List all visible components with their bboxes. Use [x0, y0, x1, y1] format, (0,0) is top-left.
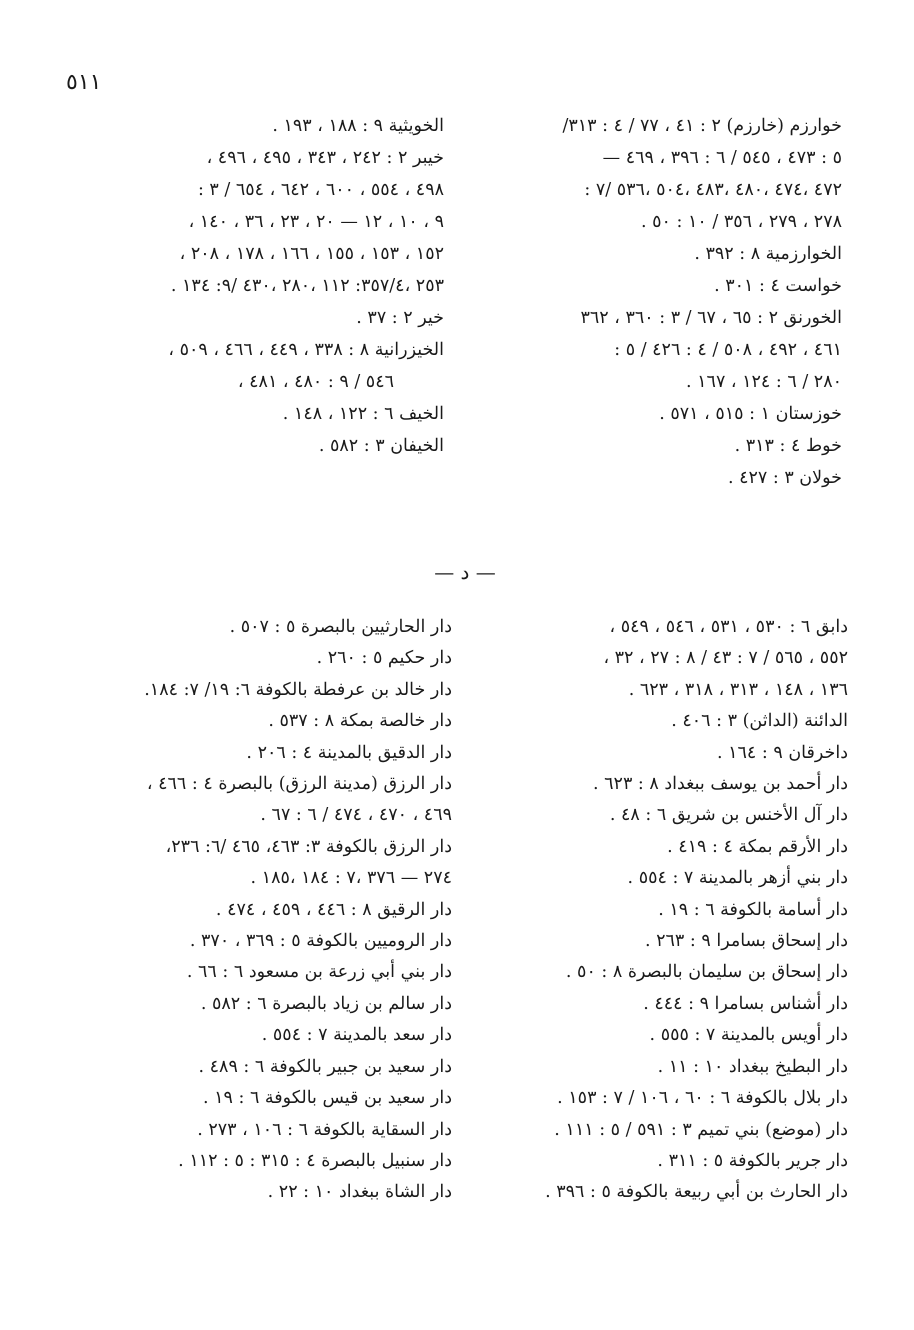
index-entry — [478, 398, 842, 430]
index-entry — [78, 430, 444, 462]
index-entry — [84, 832, 452, 895]
index-entry-line: دار الأرقم بمكة ٤ : ٤١٩ . — [667, 836, 848, 857]
index-entry-line: داخرقان ٩ : ١٦٤ . — [716, 742, 848, 763]
index-entry-line: دار سعيد بن قيس بالكوفة ٦ : ١٩ . — [202, 1088, 452, 1109]
index-column-top-right — [478, 110, 842, 494]
index-entry — [488, 926, 848, 957]
index-entry — [488, 832, 848, 863]
index-entry-line: دار الدقيق بالمدينة ٤ : ٢٠٦ . — [246, 742, 452, 763]
index-entry — [84, 895, 452, 926]
index-entry — [84, 1020, 452, 1051]
index-entry-line: الخيف ٦ : ١٢٢ ، ١٤٨ . — [282, 404, 444, 424]
index-entry — [84, 612, 452, 643]
index-entry-continuation: ٢٥٣ ،٣٥٧/٤: ١١٢ ،٢٨٠ ،٤٣٠ /٩: ١٣٤ . — [170, 276, 444, 296]
index-entry-line: دار خالصة بمكة ٨ : ٥٣٧ . — [268, 711, 452, 732]
index-entry — [478, 238, 842, 270]
index-entry — [84, 926, 452, 957]
index-entry — [84, 738, 452, 769]
index-entry — [488, 738, 848, 769]
index-entry-line: دار إسحاق بسامرا ٩ : ٢٦٣ . — [644, 931, 848, 952]
index-entry-line: دار جرير بالكوفة ٥ : ٣١١ . — [657, 1150, 848, 1171]
index-entry-line: الخوارزمية ٨ : ٣٩٢ . — [694, 244, 842, 264]
index-entry-line: خولان ٣ : ٤٢٧ . — [727, 468, 842, 488]
index-entry-line: دار بلال بالكوفة ٦ : ٦٠ ، ١٠٦ / ٧ : ١٥٣ . — [557, 1088, 848, 1109]
index-entry — [478, 110, 842, 238]
index-entry — [78, 110, 444, 142]
index-entry-line: دار سنبيل بالبصرة ٤ : ٣١٥ : ٥ : ١١٢ . — [178, 1150, 452, 1171]
index-entry-line: دار الشاة ببغداد ١٠ : ٢٢ . — [267, 1182, 452, 1203]
index-entry — [84, 1177, 452, 1208]
index-entry-line: دار الحارثيين بالبصرة ٥ : ٥٠٧ . — [229, 617, 452, 637]
index-entry-line: دار سالم بن زياد بالبصرة ٦ : ٥٨٢ . — [200, 993, 452, 1014]
index-entry-line: دار البطيخ ببغداد ١٠ : ١١ . — [657, 1056, 848, 1077]
section-heading-dal: — د — — [434, 560, 496, 584]
index-entry-line: خوزستان ١ : ٥١٥ ، ٥٧١ . — [659, 404, 842, 424]
index-entry-line: دار أحمد بن يوسف ببغداد ٨ : ٦٢٣ . — [593, 774, 848, 795]
index-entry-line: خواست ٤ : ٣٠١ . — [714, 276, 842, 296]
index-entry-line: دار (موضع) بني تميم ٣ : ٥٩١ / ٥ : ١١١ . — [554, 1119, 848, 1140]
index-entry-line: الخيزرانية ٨ : ٣٣٨ ، ٤٤٩ ، ٤٦٦ ، ٥٠٩ ، — [168, 340, 444, 360]
index-entry — [488, 706, 848, 737]
index-entry-line: دار الرزق بالكوفة ٣: ٤٦٣، ٤٦٥ /٦: ٢٣٦، — [165, 836, 452, 857]
index-entry-continuation: ٢٨٠ / ٦ : ١٢٤ ، ١٦٧ . — [686, 372, 842, 392]
index-entry-line: دابق ٦ : ٥٣٠ ، ٥٣١ ، ٥٤٦ ، ٥٤٩ ، — [609, 617, 848, 637]
index-entry-continuation: ٤٩٨ ، ٥٥٤ ، ٦٠٠ ، ٦٤٢ ، ٦٥٤ / ٣ : — [197, 180, 444, 200]
index-entry — [488, 800, 848, 831]
index-entry — [488, 1115, 848, 1146]
index-entry — [488, 863, 848, 894]
index-entry — [78, 302, 444, 334]
index-entry — [78, 334, 444, 398]
index-entry — [84, 957, 452, 988]
index-entry-continuation: ٥٥٢ ، ٥٦٥ / ٧ : ٤٣ / ٨ : ٢٧ ، ٣٢ ، — [603, 648, 848, 669]
index-entry — [478, 462, 842, 494]
index-entry-continuation: ٥ : ٤٧٣ ، ٥٤٥ / ٦ : ٣٩٦ ، ٤٦٩ — — [602, 148, 842, 168]
index-entry — [488, 612, 848, 706]
index-entry — [84, 675, 452, 706]
index-entry-continuation: ٤٦١ ، ٤٩٢ ، ٥٠٨ / ٤ : ٤٢٦ / ٥ : — [614, 340, 842, 360]
index-entry — [78, 398, 444, 430]
index-column-bottom-right — [488, 612, 848, 1209]
index-entry — [478, 302, 842, 398]
index-entry-continuation: ٤٧٢ ،٤٧٤ ،٤٨٠ ،٤٨٣ ،٥٠٤ ،٥٣٦ /٧ : — [584, 180, 842, 200]
index-entry-line: دار الرقيق ٨ : ٤٤٦ ، ٤٥٩ ، ٤٧٤ . — [215, 899, 452, 920]
index-entry-line: دار بني أبي زرعة بن مسعود ٦ : ٦٦ . — [186, 962, 452, 983]
index-entry-continuation: ٢٧٨ ، ٢٧٩ ، ٣٥٦ / ١٠ : ٥٠ . — [641, 212, 842, 232]
index-entry-continuation: ٤٦٩ ، ٤٧٠ ، ٤٧٤ / ٦ : ٦٧ . — [260, 805, 452, 826]
index-entry-line: دار الرزق (مدينة الرزق) بالبصرة ٤ : ٤٦٦ ، — [146, 774, 452, 795]
index-entry — [84, 769, 452, 832]
index-entry — [478, 430, 842, 462]
index-entry — [478, 270, 842, 302]
index-entry-line: الخويثية ٩ : ١٨٨ ، ١٩٣ . — [272, 116, 444, 136]
index-entry — [488, 1020, 848, 1051]
index-entry — [488, 1177, 848, 1208]
index-entry-line: دار السقاية بالكوفة ٦ : ١٠٦ ، ٢٧٣ . — [197, 1119, 452, 1140]
index-entry — [488, 1083, 848, 1114]
index-entry-line: دار حكيم ٥ : ٢٦٠ . — [316, 648, 452, 669]
index-entry — [488, 895, 848, 926]
index-entry-line: دار إسحاق بن سليمان بالبصرة ٨ : ٥٠ . — [565, 962, 848, 983]
index-column-bottom-left — [84, 612, 452, 1209]
index-entry — [84, 1083, 452, 1114]
index-column-top-left — [78, 110, 444, 462]
index-entry-continuation: ٥٤٦ / ٩ : ٤٨٠ ، ٤٨١ ، — [237, 372, 394, 392]
index-entry-line: دار الحارث بن أبي ربيعة بالكوفة ٥ : ٣٩٦ . — [545, 1182, 848, 1203]
page-number: ٥١١ — [66, 70, 102, 95]
index-entry-line: دار الروميين بالكوفة ٥ : ٣٦٩ ، ٣٧٠ . — [189, 931, 452, 952]
index-entry — [84, 1115, 452, 1146]
index-entry-line: خير ٢ : ٣٧ . — [356, 308, 444, 328]
index-entry-line: دار أويس بالمدينة ٧ : ٥٥٥ . — [649, 1025, 848, 1046]
index-entry — [488, 989, 848, 1020]
index-entry-continuation: ١٥٢ ، ١٥٣ ، ١٥٥ ، ١٦٦ ، ١٧٨ ، ٢٠٨ ، — [179, 244, 444, 264]
index-entry-line: خوارزم (خارزم) ٢ : ٤١ ، ٧٧ / ٤ : ٣١٣/ — [562, 116, 842, 136]
index-entry-line: دار أسامة بالكوفة ٦ : ١٩ . — [658, 899, 848, 920]
index-entry — [488, 957, 848, 988]
index-entry-line: الخيفان ٣ : ٥٨٢ . — [318, 436, 444, 456]
index-entry-line: خوط ٤ : ٣١٣ . — [734, 436, 842, 456]
index-entry — [84, 706, 452, 737]
index-entry — [84, 643, 452, 674]
index-entry — [488, 1146, 848, 1177]
index-entry-line: دار بني أزهر بالمدينة ٧ : ٥٥٤ . — [627, 868, 848, 889]
index-entry — [84, 1146, 452, 1177]
index-entry-line: خيبر ٢ : ٢٤٢ ، ٣٤٣ ، ٤٩٥ ، ٤٩٦ ، — [206, 148, 444, 168]
index-entry — [84, 1052, 452, 1083]
index-entry-line: دار آل الأخنس بن شريق ٦ : ٤٨ . — [609, 805, 848, 826]
index-entry — [488, 769, 848, 800]
index-entry-line: الدائنة (الداثن) ٣ : ٤٠٦ . — [671, 711, 848, 732]
index-entry — [84, 989, 452, 1020]
index-entry-line: دار سعد بالمدينة ٧ : ٥٥٤ . — [261, 1025, 452, 1046]
index-entry-line: دار خالد بن عرفطة بالكوفة ٦: ١٩/ ٧: ١٨٤. — [144, 679, 452, 700]
index-entry-continuation: ١٣٦ ، ١٤٨ ، ٣١٣ ، ٣١٨ ، ٦٢٣ . — [628, 679, 848, 700]
index-entry-line: الخورنق ٢ : ٦٥ ، ٦٧ / ٣ : ٣٦٠ ، ٣٦٢ — [580, 308, 842, 328]
index-entry — [78, 142, 444, 302]
index-entry-line: دار سعيد بن جبير بالكوفة ٦ : ٤٨٩ . — [198, 1056, 452, 1077]
index-entry-continuation: ٩ ، ١٠ ، ١٢ — ٢٠ ، ٢٣ ، ٣٦ ، ١٤٠ ، — [188, 212, 444, 232]
index-entry-line: دار أشناس بسامرا ٩ : ٤٤٤ . — [643, 993, 848, 1014]
index-entry — [488, 1052, 848, 1083]
index-entry-continuation: ٢٧٤ — ٣٧٦ ،٧ : ١٨٤ ،١٨٥ . — [250, 868, 452, 889]
